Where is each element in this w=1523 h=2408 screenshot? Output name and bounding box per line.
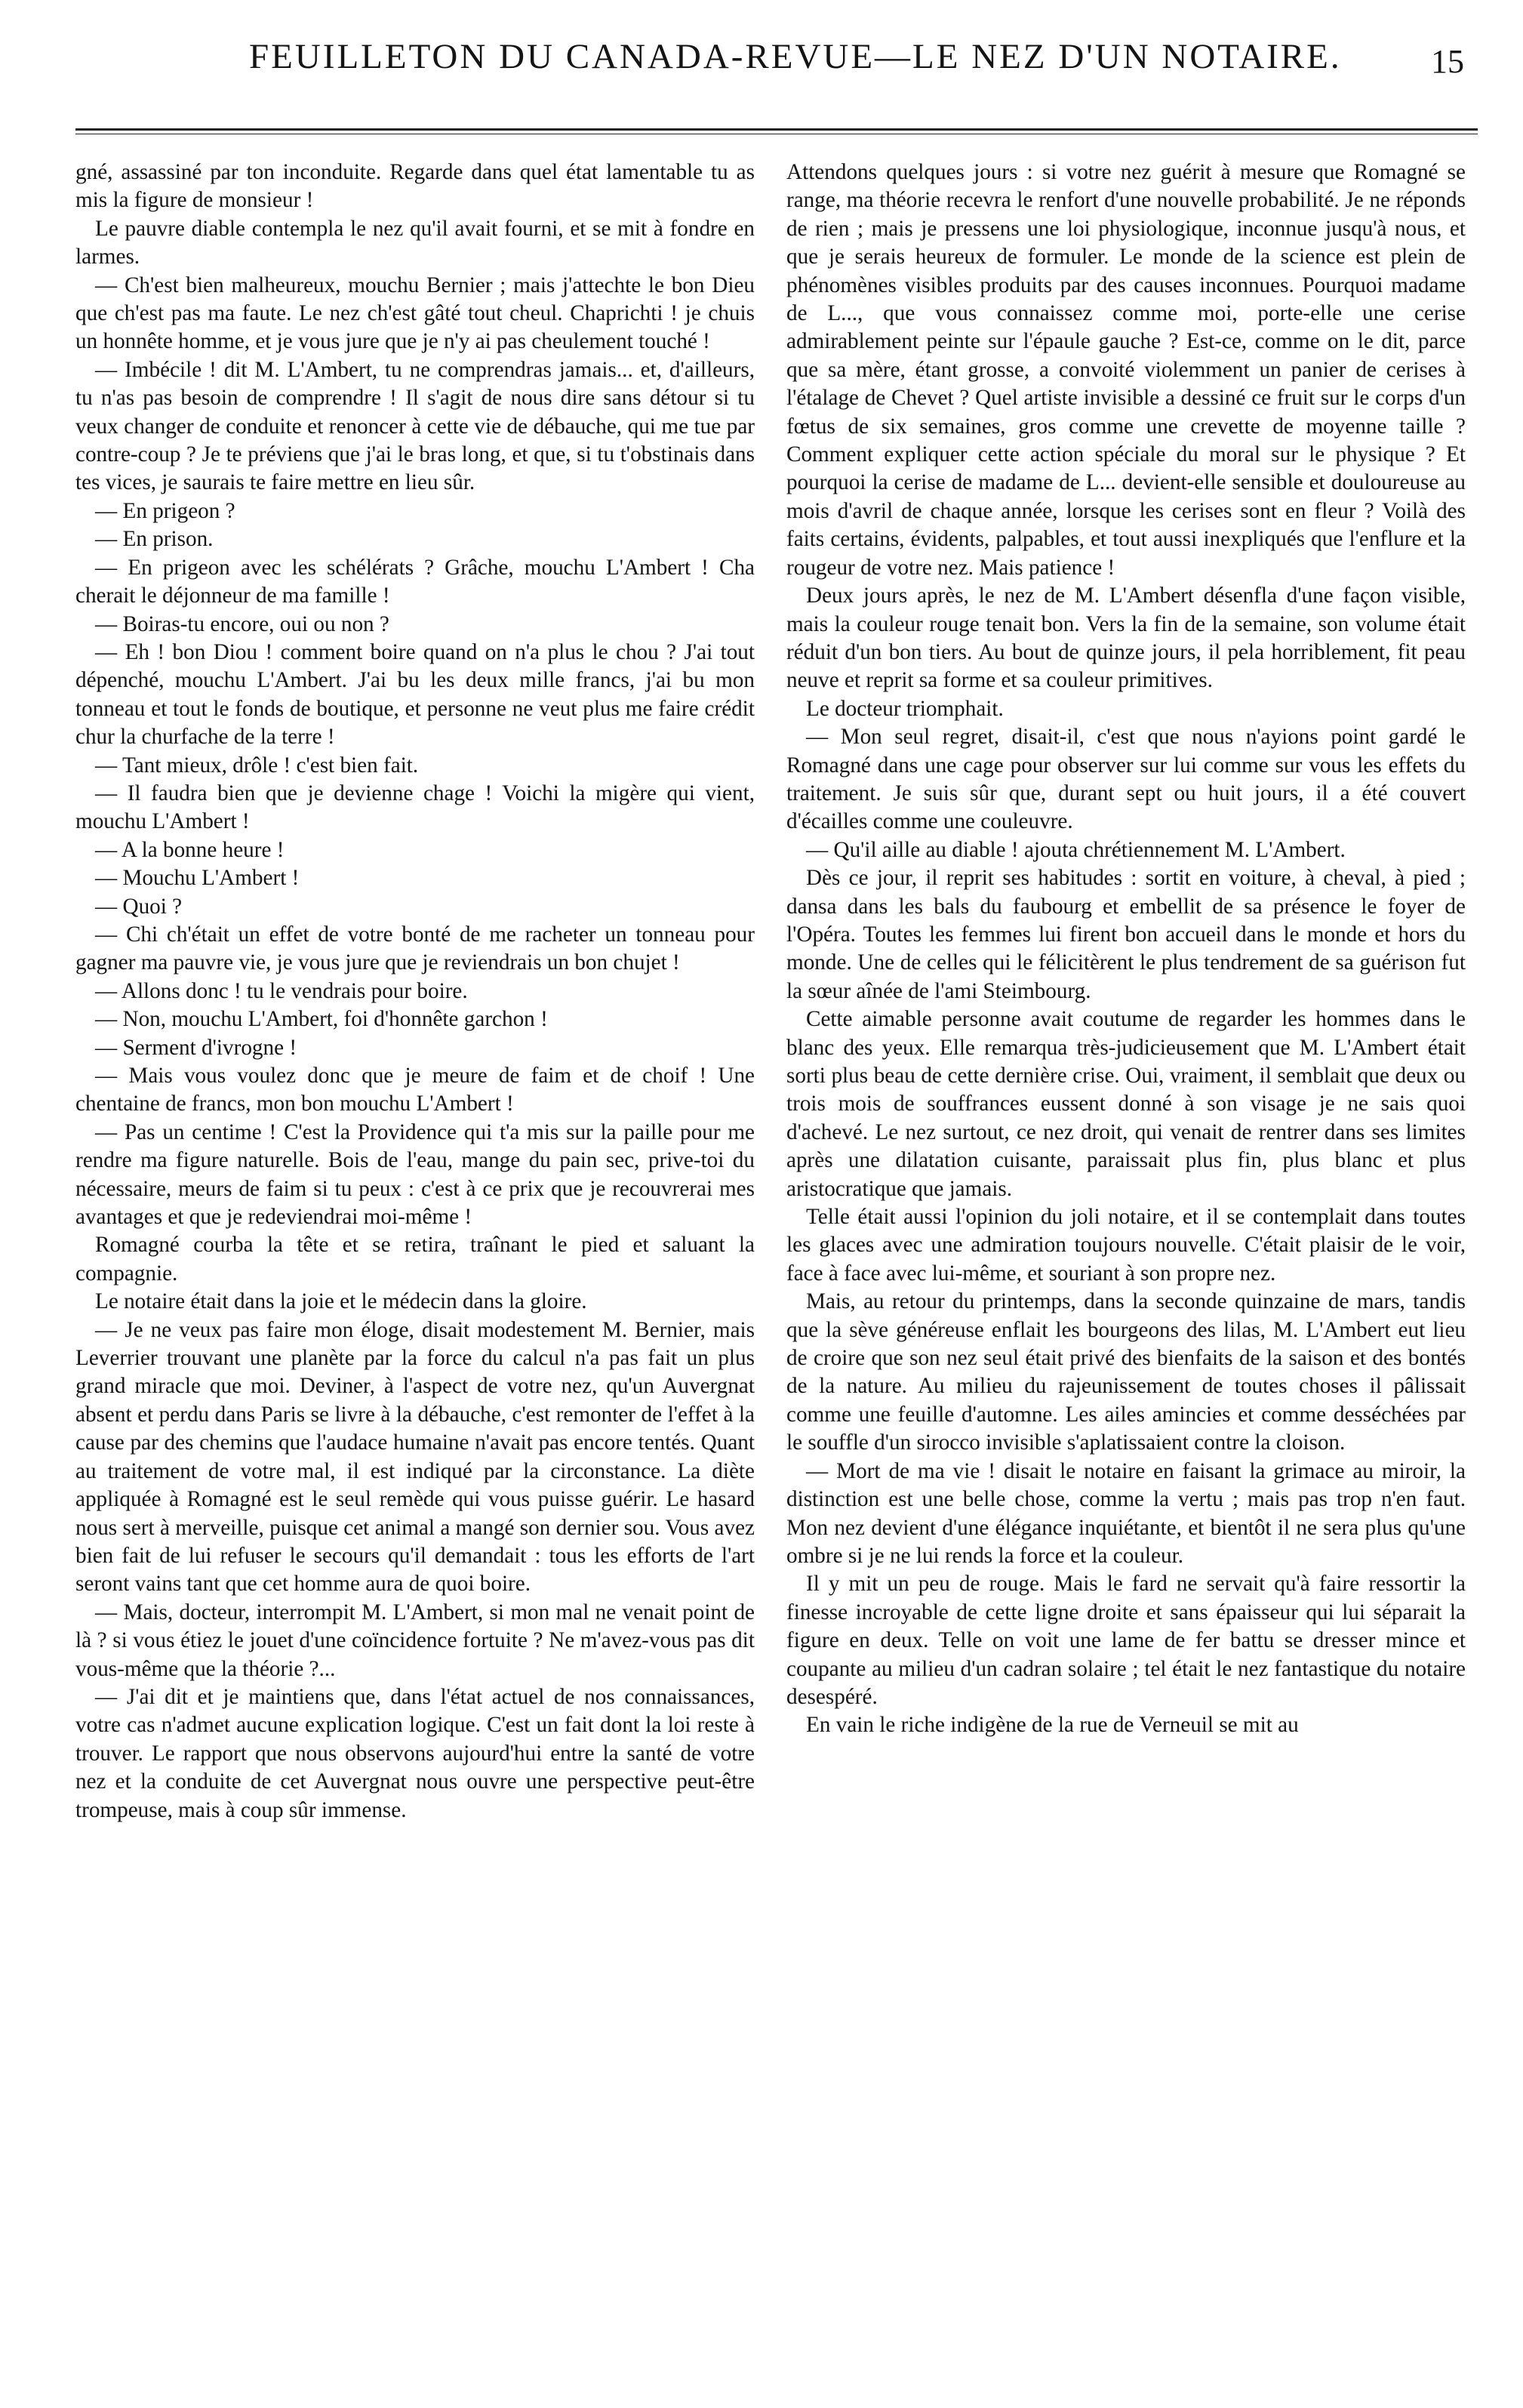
paragraph: — Allons donc ! tu le vendrais pour boire. [95,978,468,1003]
page-number: 15 [1431,43,1464,80]
paragraph: — Chi ch'était un effet de votre bonté de me racheter un tonneau pour gagner ma pauvre vie, je vous jure que je reviendrais un bon chujet ! [75,922,755,975]
paragraph: Dès ce jour, il reprit ses habitudes : sortit en voiture, à cheval, à pied ; dansa dans les bals du faubourg et embellit de sa présence le foyer de l'Opéra. Toutes les femmes lui firent bon accueil dans le monde et hors du monde. Une de celles qui le félicitèrent le plus tendrement de sa guérison fut la sœur aînée de l'ami Steimbourg. [786,866,1466,1003]
paragraph: — En prison. [95,527,214,552]
paragraph: — A la bonne heure ! [95,837,285,862]
paragraph: — Non, mouchu L'Ambert, foi d'honnête garchon ! [95,1007,548,1032]
page-header [75,30,1478,121]
paragraph: — J'ai dit et je maintiens que, dans l'état actuel de nos connaissances, votre cas n'admet aucune explication logique. C'est un fait dont la loi reste à trouver. Le rapport que nous observons aujourd'hui entre la santé de votre nez et la conduite de cet Auvergnat nous ouvre une perspective peut-être trompeuse, mais à coup sûr immense. [75,1684,755,1822]
paragraph: — Imbécile ! dit M. L'Ambert, tu ne comprendras jamais... et, d'ailleurs, tu n'as pas besoin de comprendre ! Il s'agit de nous dire sans détour si tu veux changer de conduite et renoncer à cette vie de débauche, qui me tue par contre-coup ? Je te préviens que j'ai le bras long, et que, si tu t'obstinais dans tes vices, je saurais te faire mettre en lieu sûr. [75,357,755,495]
paragraph: — Serment d'ivrogne ! [95,1035,297,1060]
paragraph: — Mais vous voulez donc que je meure de faim et de choif ! Une chentaine de francs, mon bon mouchu L'Ambert ! [75,1064,755,1116]
paragraph: Telle était aussi l'opinion du joli notaire, et il se contemplait dans toutes les glaces avec une admiration toujours nouvelle. C'était plaisir de le voir, face à face avec lui-même, et souriant à son propre nez. [786,1205,1466,1286]
paragraph: — Ch'est bien malheureux, mouchu Bernier ; mais j'attechte le bon Dieu que ch'est pas ma faute. Le nez ch'est gâté tout cheul. Chaprichti ! je chuis un honnête homme, et je vous jure que je n'y ai pas cheulement touché ! [75,273,755,354]
left-column [75,159,755,1824]
paragraph: Romagné courba la tête et se retira, traînant le pied et saluant la compagnie. [75,1233,755,1286]
paragraph: — Boiras-tu encore, oui ou non ? [95,611,389,636]
paragraph: — Pas un centime ! C'est la Providence qui t'a mis sur la paille pour me rendre ma figure naturelle. Bois de l'eau, mange du pain sec, prive-toi du nécessaire, meurs de faim si tu peux : c'est à ce prix que je recouvrerai mes avantages et que je redeviendrai moi-même ! [75,1119,755,1230]
paragraph: Attendons quelques jours : si votre nez guérit à mesure que Romagné se range, ma théorie recevra le renfort d'une nouvelle probabilité. Je ne réponds de rien ; mais je pressens une loi physiologique, inconnue jusqu'à nous, et que je serais heureux de formuler. Le monde de la science est plein de phénomènes visibles produits par des causes inconnues. Pourquoi madame de L..., que vous connaissez comme moi, porte-elle une cerise admirablement peinte sur l'épaule gauche ? Est-ce, comme on le dit, parce que sa mère, étant grosse, a convoité violemment un panier de cerises à l'étalage de Chevet ? Quel artiste invisible a dessiné ce fruit sur le corps d'un fœtus de six semaines, gros comme une crevette de moyenne taille ? Comment expliquer cette action spéciale du moral sur le physique ? Et pourquoi la cerise de madame de L... devient-elle sensible et douloureuse au mois d'avril de chaque année, lorsque les cerises sont en fleur ? Voilà des faits certains, évidents, palpables, et tout aussi inexpliqués que l'enflure et la rougeur de votre nez. Mais patience ! [786,160,1466,580]
paragraph: — Mouchu L'Ambert ! [95,866,300,891]
paragraph: — Quoi ? [95,894,183,919]
paragraph: — En prigeon avec les schélérats ? Grâche, mouchu L'Ambert ! Cha cherait le déjonneur de ma famille ! [75,555,755,608]
paragraph: gné, assassiné par ton inconduite. Regarde dans quel état lamentable tu as mis la figure de monsieur ! [75,160,755,213]
running-title: FEUILLETON DU CANADA-REVUE—LE NEZ D'UN NOTAIRE. [249,37,1342,76]
paragraph: Le pauvre diable contempla le nez qu'il avait fourni, et se mit à fondre en larmes. [75,216,755,269]
paragraph: — Tant mieux, drôle ! c'est bien fait. [95,753,419,778]
paragraph: — Qu'il aille au diable ! ajouta chrétiennement M. L'Ambert. [806,837,1346,862]
paragraph: En vain le riche indigène de la rue de Verneuil se mit au [806,1713,1299,1738]
paragraph: — Mort de ma vie ! disait le notaire en faisant la grimace au miroir, la distinction est une belle chose, comme la vertu ; mais pas trop n'en faut. Mon nez devient d'une élégance inquiétante, et bientôt il ne sera plus qu'une ombre si je ne lui rends la force et la couleur. [786,1458,1466,1568]
paragraph: Il y mit un peu de rouge. Mais le fard ne servait qu'à faire ressortir la finesse incroyable de cette ligne droite et sans épaisseur qui lui séparait la figure en deux. Telle on voit une lame de fer battu se dresser mince et coupante au milieu d'un cadran solaire ; tel était le nez fantastique du notaire desespéré. [786,1572,1466,1709]
paragraph: Cette aimable personne avait coutume de regarder les hommes dans le blanc des yeux. Elle remarqua très-judicieusement que M. L'Ambert était sorti plus beau de cette dernière crise. Oui, vraiment, il semblait que deux ou trois mois de souffrances eussent donné à son visage je ne sais quoi d'achevé. Le nez surtout, ce nez droit, qui venait de rentrer dans ses limites après une dilatation cuisante, paraissait plus fin, plus blanc et plus aristocratique que jamais. [786,1007,1466,1201]
header-rule [75,128,1478,134]
paragraph: — Je ne veux pas faire mon éloge, disait modestement M. Bernier, mais Leverrier trouvant une planète par la force du calcul n'a pas fait un plus grand miracle que moi. Deviner, à l'aspect de votre nez, qu'un Auvergnat absent et perdu dans Paris se livre à la débauche, c'est remonter de l'effet à la cause par des chemins que l'audace humaine n'avait pas encore tentés. Quant au traitement de votre mal, il est indiqué par la circonstance. La diète appliquée à Romagné est le seul remède qui vous puisse guérir. Le hasard nous sert à merveille, puisque cet animal a mangé son dernier sou. Vous avez bien fait de lui refuser le secours qu'il demandait : tous les efforts de l'art seront vains tant que cet homme aura de quoi boire. [75,1317,755,1597]
paragraph: Mais, au retour du printemps, dans la seconde quinzaine de mars, tandis que la sève généreuse enflait les bourgeons des lilas, M. L'Ambert eut lieu de croire que son nez seul était privé des bienfaits de la saison et des bontés de la nature. Au milieu du rajeunissement de toutes choses il pâlissait comme une feuille d'automne. Les ailes amincies et comme desséchées par le souffle d'un sirocco invisible s'aplatissaient contre la cloison. [786,1289,1466,1455]
paragraph: — Mais, docteur, interrompit M. L'Ambert, si mon mal ne venait point de là ? si vous étiez le jouet d'une coïncidence fortuite ? Ne m'avez-vous pas dit vous-même que la théorie ?... [75,1600,755,1681]
paragraph: Le docteur triomphait. [806,696,1004,721]
paragraph: — Eh ! bon Diou ! comment boire quand on n'a plus le chou ? J'ai tout dépenché, mouchu L'Ambert. J'ai bu les deux mille francs, j'ai bu mon tonneau et tout le fonds de boutique, et personne ne veut plus me faire crédit chur la churfache de la terre ! [75,639,755,750]
paragraph: — En prigeon ? [95,498,235,523]
paragraph: — Mon seul regret, disait-il, c'est que nous n'ayions point gardé le Romagné dans une cage pour observer sur lui comme sur vous les effets du traitement. Je suis sûr que, durant sept ou huit jours, il a été couvert d'écailles comme une couleuvre. [786,725,1466,834]
paragraph: — Il faudra bien que je devienne chage ! Voichi la migère qui vient, mouchu L'Ambert ! [75,781,755,834]
paragraph: Le notaire était dans la joie et le médecin dans la gloire. [95,1289,587,1314]
right-column [786,159,1466,1740]
paragraph: Deux jours après, le nez de M. L'Ambert désenfla d'une façon visible, mais la couleur rouge tenait bon. Vers la fin de la semaine, son volume était réduit d'un bon tiers. Au bout de quinze jours, il pela horriblement, fit peau neuve et reprit sa forme et sa couleur primitives. [786,584,1466,693]
